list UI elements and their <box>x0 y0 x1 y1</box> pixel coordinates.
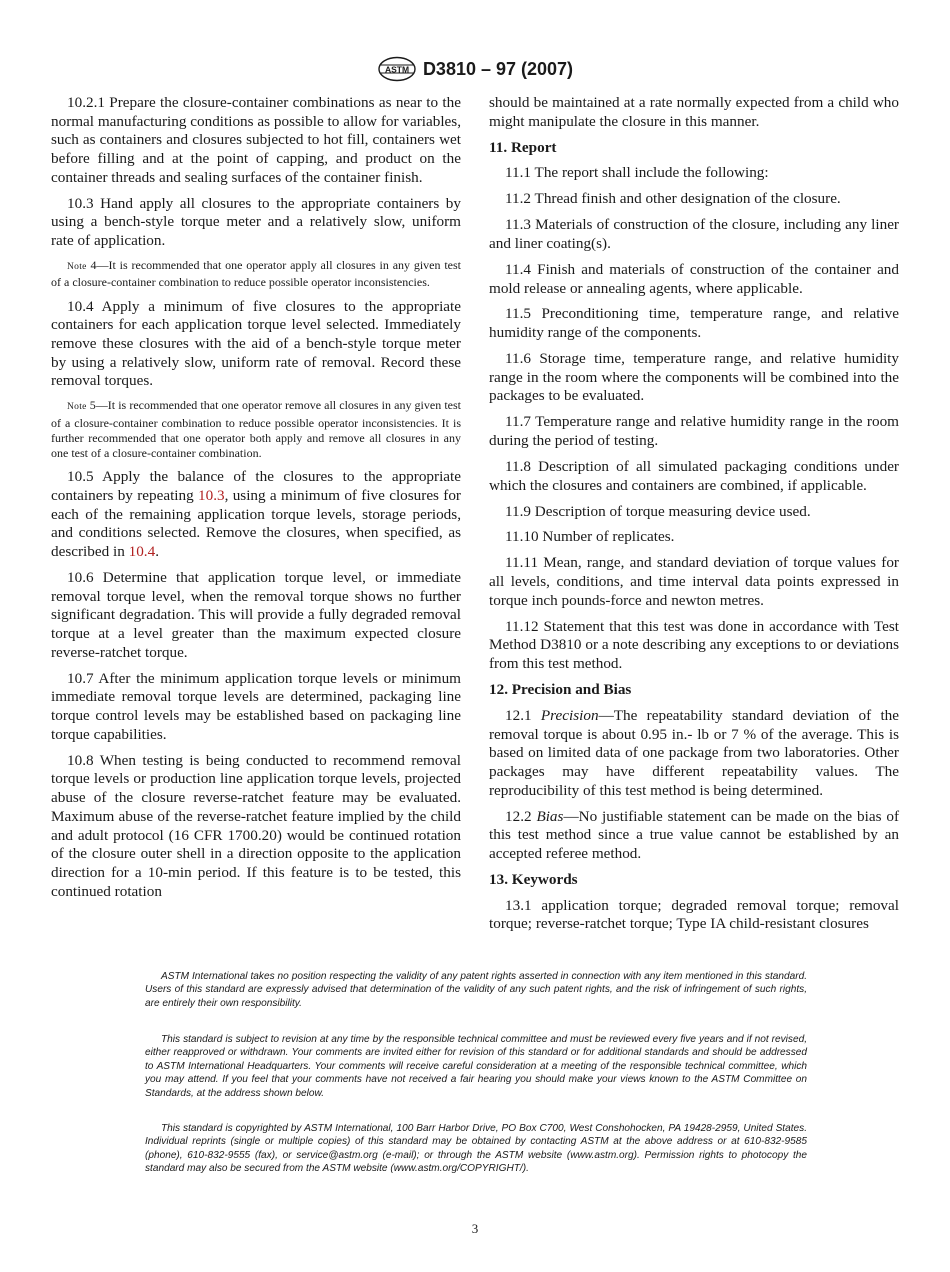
paragraph-11-4: 11.4 Finish and materials of construction of the container and mold release or annealing agents, where applicable. <box>489 260 899 297</box>
left-column <box>51 94 461 909</box>
paragraph-10-7: 10.7 After the minimum application torque levels or minimum immediate removal torque levels are determined, packaging line torque control levels may be established based on packaging line torque capabilities. <box>51 669 461 743</box>
paragraph-11-8: 11.8 Description of all simulated packaging conditions under which the closures and containers are combined, if applicable. <box>489 457 899 494</box>
text-segment: —The repeatability standard deviation of the removal torque is about 0.95 in.- lb or 7 % of the average. This is based on limited data of one package from two laboratories. Other packages may have different repeatability values. The reproducibility of this test method is being determined. <box>489 706 900 799</box>
paragraph-10-8: 10.8 When testing is being conducted to recommend removal torque levels or production line application torque levels, projected abuse of the closure reverse-ratchet feature may be evaluated. Maximum abuse of the reverse-ratchet feature implied by the child and adult protocol (16 CFR 1700.20) would be continued rotation of the closure outer shell in a direction opposite to the application direction for a 10-min period. If this feature is to be tested, this continued rotation <box>51 751 461 900</box>
section-heading-report: 11. Report <box>489 138 557 156</box>
footer-text: This standard is copyrighted by ASTM International, 100 Barr Harbor Drive, PO Box C700, West Conshohocken, PA 19428-2959, United States. Individual reprints (single or multiple copies) of this standard may be obtained by contacting ASTM at the above address or at 610-832-9585 (phone), 610-832-9555 (fax), or service@astm.org (e-mail); or through the ASTM website (www.astm.org). Permission rights to photocopy the standard may also be secured from the ASTM website (www.astm.org/COPYRIGHT/). <box>145 1123 807 1175</box>
paragraph-10-3: 10.3 Hand apply all closures to the appropriate containers by using a bench-style torque meter and a relatively slow, uniform rate of application. <box>51 194 461 250</box>
section-link-10-4[interactable]: 10.4 <box>128 543 156 561</box>
text-segment: —No justifiable statement can be made on the bias of this test method since a true value cannot be established by an accepted referee method. <box>489 807 899 862</box>
paragraph-12-2 <box>489 808 899 864</box>
page-header <box>0 56 950 87</box>
paragraph-11-6: 11.6 Storage time, temperature range, and relative humidity range in the room where the components will be combined into the packages to be evaluated. <box>489 350 899 405</box>
footer-text: This standard is subject to revision at any time by the responsible technical committee and must be reviewed every five years and if not revised, either reapproved or withdrawn. Your comments are invited either for revision of this standard or for additional standards and should be addressed to ASTM International Headquarters. Your comments will receive careful consideration at a meeting of the responsible technical committee, which you may attend. If you feel that your comments have not received a fair hearing you should make your views known to the ASTM Committee on Standards, at the address shown below. <box>145 1034 807 1099</box>
text-segment: . <box>155 543 159 561</box>
paragraph-11-10: 11.10 Number of replicates. <box>505 528 675 546</box>
text-segment: 10.5 Apply the balance of the closures to the appropriate containers by repeating <box>51 468 461 504</box>
paragraph-12-1 <box>489 707 899 801</box>
paragraph-11-11: 11.11 Mean, range, and standard deviation of torque values for all levels, conditions, and time interval data points expressed in torque inch pounds-force and newton metres. <box>489 554 899 609</box>
right-column <box>489 94 899 941</box>
paragraph-11-5: 11.5 Preconditioning time, temperature range, and relative humidity range of the components. <box>489 305 899 342</box>
paragraph-11-9: 11.9 Description of torque measuring device used. <box>505 502 811 520</box>
paragraph-10-8-continued: should be maintained at a rate normally expected from a child who might manipulate the closure in this manner. <box>489 94 899 130</box>
paragraph-10-2-1: 10.2.1 Prepare the closure-container combinations as near to the normal manufacturing conditions as possible to allow for variables, such as containers and closures subjected to hot fill, containers wet before filling and at the point of capping, and product on the container threads and sealing surfaces of the container finish. <box>51 94 461 186</box>
paragraph-11-12: 11.12 Statement that this test was done in accordance with Test Method D3810 or a note describing any exceptions to or deviations from this test method. <box>489 617 899 673</box>
note-text: 4—It is recommended that one operator apply all closures in any given test of a closure-container combination to reduce possible operator inconsistencies. <box>51 258 461 290</box>
term: Bias <box>536 807 564 825</box>
text-segment: , using a minimum of five closures for each of the remaining application torque levels, storage periods, and conditions selected. Remove the closures, when specified, as described in <box>51 487 461 561</box>
note-4 <box>51 258 461 290</box>
note-label: Note <box>67 262 87 272</box>
section-link-10-3[interactable]: 10.3 <box>198 487 225 504</box>
section-heading-precision-bias: 12. Precision and Bias <box>489 680 632 698</box>
paragraph-11-1: 11.1 The report shall include the following: <box>505 164 769 182</box>
footer-copyright-notice <box>145 1122 807 1176</box>
footer-patent-notice <box>145 970 807 1010</box>
paragraph-number: 12.2 <box>505 807 537 825</box>
paragraph-11-3: 11.3 Materials of construction of the closure, including any liner and liner coating(s). <box>489 216 899 252</box>
note-label: Note <box>67 402 87 413</box>
footer-revision-notice <box>145 1033 807 1100</box>
paragraph-10-6: 10.6 Determine that application torque level, or immediate removal torque level, when the removal torque shows no further significant degradation. This will provide a fully degraded removal torque at a level greater than the maximum expected closure reverse-ratchet torque. <box>51 569 461 661</box>
term: Precision <box>540 706 599 724</box>
page-number: 3 <box>471 1221 479 1236</box>
section-heading-keywords: 13. Keywords <box>489 870 578 888</box>
paragraph-number: 12.1 <box>505 706 541 724</box>
paragraph-10-4: 10.4 Apply a minimum of five closures to the appropriate containers for each application torque level selected. Immediately remove these closures with the aid of a bench-style torque meter by using a relatively slow, uniform rate of removal. Record these removal torques. <box>51 297 461 390</box>
footer-text: ASTM International takes no position respecting the validity of any patent rights asserted in connection with any item mentioned in this standard. Users of this standard are expressly advised that determination of the validity of any such patent rights, and the risk of infringement of such rights, are entirely their own responsibility. <box>145 971 807 1009</box>
paragraph-10-5 <box>51 468 461 562</box>
paragraph-13-1: 13.1 application torque; degraded removal torque; removal torque; reverse-ratchet torque; Type IA child-resistant closures <box>489 896 899 933</box>
astm-logo-icon <box>377 56 417 82</box>
svg-text:ASTM: ASTM <box>384 64 409 75</box>
paragraph-11-7: 11.7 Temperature range and relative humidity range in the room during the period of testing. <box>489 413 899 450</box>
paragraph-11-2: 11.2 Thread finish and other designation of the closure. <box>505 190 841 208</box>
note-text: 5—It is recommended that one operator remove all closures in any given test of a closure-container combination to reduce possible operator inconsistencies. It is further recommended that one operator both apply and remove all closures in any one test of a closure-container combination. <box>51 398 461 460</box>
note-5 <box>51 398 461 461</box>
standard-designation: D3810 – 97 (2007) <box>422 58 574 79</box>
